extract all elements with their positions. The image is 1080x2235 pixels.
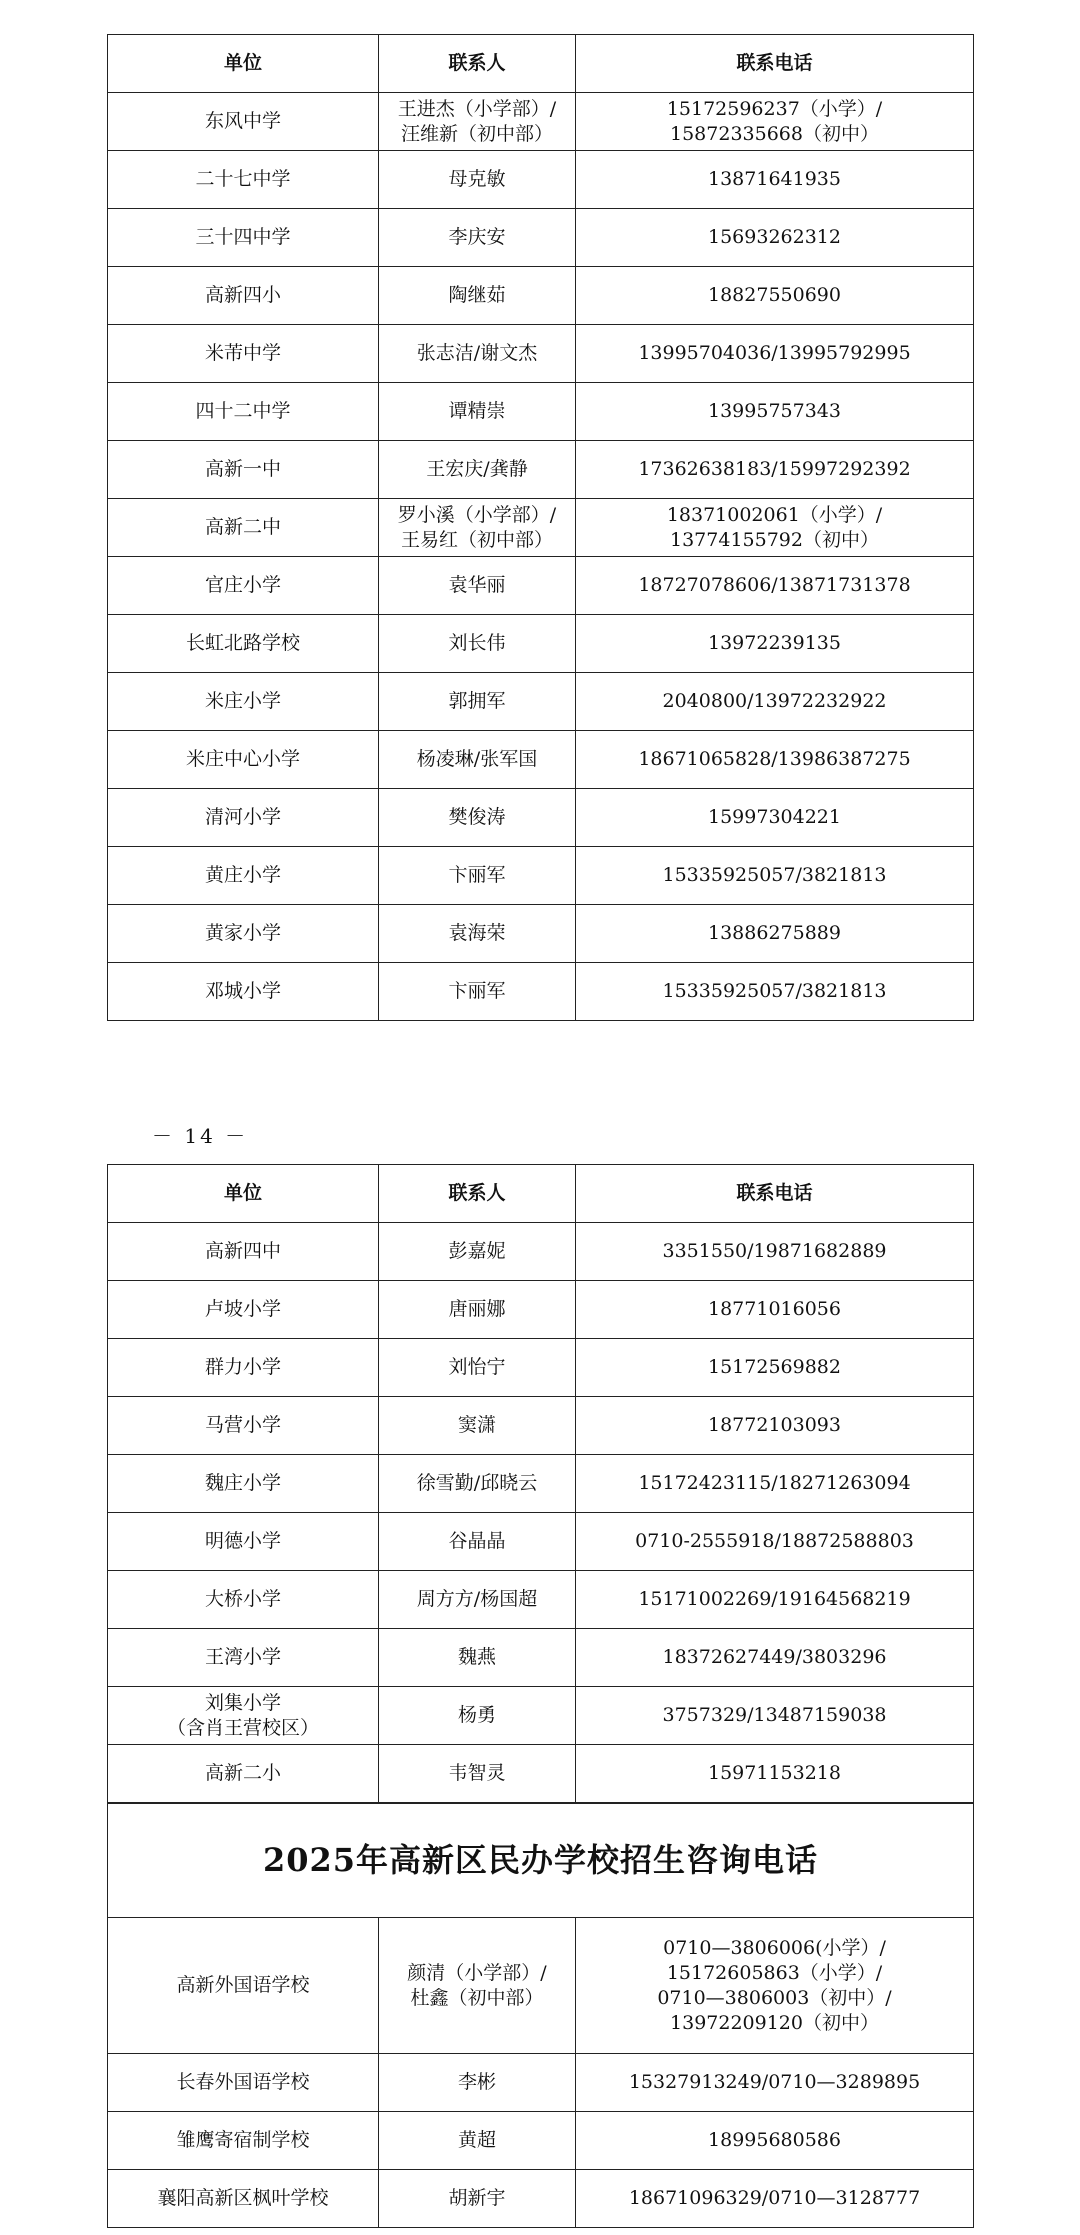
table-row (108, 209, 974, 267)
cell-unit (108, 441, 379, 499)
cell-phone (576, 1629, 974, 1687)
contact-text-line: 黄超 (457, 2129, 496, 2151)
cell-contact (379, 383, 576, 441)
phone-text-line: 15693262312 (708, 226, 841, 248)
cell-unit (108, 267, 379, 325)
cell-phone (576, 267, 974, 325)
phone-text-line: 15172423115/18271263094 (638, 1472, 911, 1494)
cell-contact (379, 499, 576, 557)
phone-text-line: 17362638183/15997292392 (638, 458, 911, 480)
contact-text-line: 窦潇 (457, 1414, 496, 1436)
contact-text-line: 杨凌琳/张军国 (416, 748, 538, 770)
table-header-row (108, 1165, 974, 1223)
cell-phone (576, 2112, 974, 2170)
cell-contact (379, 1339, 576, 1397)
cell-phone (576, 847, 974, 905)
phone-text-line: 18372627449/3803296 (662, 1646, 887, 1668)
table-row (108, 267, 974, 325)
cell-contact (379, 325, 576, 383)
cell-unit (108, 2054, 379, 2112)
phone-text-line: 15172569882 (708, 1356, 841, 1378)
contact-text-line: 母克敏 (448, 168, 506, 190)
phone-text-line: 0710—3806003（初中）/ (657, 1986, 892, 2009)
unit-text-line: 米芾中学 (204, 342, 281, 364)
phone-text-line: 15172605863（小学）/ (666, 1961, 883, 1984)
cell-contact (379, 1687, 576, 1745)
contact-table-public-1 (107, 34, 974, 1021)
phone-text-line: 15997304221 (708, 806, 841, 828)
contact-text-line: 胡新宇 (448, 2187, 506, 2209)
phone-text-line: 13995757343 (708, 400, 841, 422)
phone-text-line: 0710—3806006(小学）/ (663, 1936, 886, 1959)
cell-contact (379, 1455, 576, 1513)
cell-phone (576, 209, 974, 267)
cell-phone (576, 1397, 974, 1455)
cell-unit (108, 2112, 379, 2170)
table-row (108, 1281, 974, 1339)
unit-text-line: 东风中学 (204, 110, 281, 132)
cell-phone (576, 1571, 974, 1629)
contact-text-line: 周方方/杨国超 (416, 1588, 538, 1610)
cell-contact (379, 1745, 576, 1803)
contact-text-line: 樊俊涛 (448, 806, 506, 828)
page-number: － 14 － (152, 1124, 249, 1148)
contact-text-line: 韦智灵 (448, 1762, 506, 1784)
cell-unit (108, 93, 379, 151)
cell-phone (576, 1687, 974, 1745)
contact-text-line: 谭精崇 (448, 400, 506, 422)
phone-text-line: 13871641935 (708, 168, 841, 190)
table-row (108, 673, 974, 731)
cell-phone (576, 731, 974, 789)
contact-text-line: 杜鑫（初中部） (410, 1986, 544, 2009)
cell-contact (379, 1629, 576, 1687)
phone-text-line: 15971153218 (708, 1762, 841, 1784)
phone-text-line: 15172596237（小学）/ (666, 97, 883, 120)
cell-unit (108, 1513, 379, 1571)
unit-text-line: 二十七中学 (195, 168, 291, 190)
cell-unit (108, 209, 379, 267)
phone-text-line: 15872335668（初中） (670, 122, 879, 145)
cell-phone (576, 673, 974, 731)
phone-text-line: 3757329/13487159038 (662, 1704, 887, 1726)
cell-unit (108, 151, 379, 209)
table-row (108, 615, 974, 673)
cell-phone (576, 1918, 974, 2054)
table-row (108, 1455, 974, 1513)
cell-phone (576, 1455, 974, 1513)
unit-text-line: 三十四中学 (195, 226, 291, 248)
header-unit: 单位 (108, 1165, 379, 1223)
cell-unit (108, 1281, 379, 1339)
cell-contact (379, 1223, 576, 1281)
contact-text-line: 徐雪勤/邱晓云 (416, 1472, 538, 1494)
phone-text-line: 18827550690 (708, 284, 841, 306)
contact-text-line: 郭拥军 (448, 690, 506, 712)
cell-unit (108, 1745, 379, 1803)
unit-text-line: 长虹北路学校 (185, 632, 300, 654)
cell-unit (108, 731, 379, 789)
cell-unit (108, 499, 379, 557)
phone-text-line: 13774155792（初中） (670, 528, 879, 551)
unit-text-line: 群力小学 (204, 1356, 281, 1378)
table-row (108, 1687, 974, 1745)
unit-text-line: 官庄小学 (204, 574, 281, 596)
cell-unit (108, 1629, 379, 1687)
cell-phone (576, 441, 974, 499)
contact-text-line: 陶继茹 (448, 284, 506, 306)
unit-text-line: （含肖王营校区） (166, 1716, 319, 1739)
table-row (108, 2112, 974, 2170)
cell-phone (576, 93, 974, 151)
cell-contact (379, 1571, 576, 1629)
unit-text-line: 襄阳高新区枫叶学校 (157, 2187, 329, 2209)
unit-text-line: 邓城小学 (204, 980, 281, 1002)
contact-table-public-2 (107, 1164, 974, 1803)
table-row (108, 847, 974, 905)
unit-text-line: 高新外国语学校 (176, 1974, 310, 1996)
phone-text-line: 18671065828/13986387275 (638, 748, 911, 770)
table-row (108, 1513, 974, 1571)
table-row (108, 963, 974, 1021)
contact-text-line: 王易红（初中部） (400, 528, 553, 551)
unit-text-line: 黄家小学 (204, 922, 281, 944)
cell-unit (108, 963, 379, 1021)
unit-text-line: 高新二中 (204, 516, 281, 538)
phone-text-line: 18727078606/13871731378 (638, 574, 911, 596)
cell-contact (379, 557, 576, 615)
cell-phone (576, 383, 974, 441)
table-row (108, 2170, 974, 2228)
cell-unit (108, 673, 379, 731)
table-row (108, 905, 974, 963)
table-row (108, 325, 974, 383)
contact-text-line: 汪维新（初中部） (400, 122, 553, 145)
table-row (108, 557, 974, 615)
phone-text-line: 18995680586 (708, 2129, 841, 2151)
cell-contact (379, 209, 576, 267)
cell-contact (379, 2054, 576, 2112)
header-phone: 联系电话 (576, 35, 974, 93)
table-row (108, 2054, 974, 2112)
phone-text-line: 18772103093 (708, 1414, 841, 1436)
header-contact: 联系人 (379, 1165, 576, 1223)
header-phone: 联系电话 (576, 1165, 974, 1223)
private-schools-title: 2025年高新区民办学校招生咨询电话 (108, 1804, 974, 1918)
cell-contact (379, 789, 576, 847)
table-row (108, 441, 974, 499)
cell-phone (576, 557, 974, 615)
table-row (108, 1223, 974, 1281)
contact-text-line: 袁海荣 (448, 922, 506, 944)
cell-unit (108, 1223, 379, 1281)
phone-text-line: 13995704036/13995792995 (638, 342, 911, 364)
private-schools-title-row (108, 1804, 974, 1918)
phone-text-line: 0710-2555918/18872588803 (635, 1530, 914, 1552)
unit-text-line: 米庄小学 (204, 690, 281, 712)
contact-text-line: 彭嘉妮 (448, 1240, 506, 1262)
phone-text-line: 15171002269/19164568219 (638, 1588, 911, 1610)
cell-contact (379, 93, 576, 151)
phone-text-line: 18771016056 (708, 1298, 841, 1320)
unit-text-line: 四十二中学 (195, 400, 291, 422)
cell-contact (379, 151, 576, 209)
contact-text-line: 卞丽军 (448, 864, 506, 886)
cell-phone (576, 2170, 974, 2228)
cell-unit (108, 615, 379, 673)
contact-text-line: 李庆安 (448, 226, 506, 248)
phone-text-line: 18671096329/0710—3128777 (628, 2187, 921, 2209)
cell-phone (576, 1513, 974, 1571)
unit-text-line: 米庄中心小学 (185, 748, 300, 770)
cell-unit (108, 1455, 379, 1513)
table-row (108, 731, 974, 789)
cell-contact (379, 847, 576, 905)
cell-unit (108, 325, 379, 383)
table-row (108, 93, 974, 151)
cell-phone (576, 963, 974, 1021)
unit-text-line: 大桥小学 (204, 1588, 281, 1610)
cell-contact (379, 267, 576, 325)
contact-text-line: 颜清（小学部）/ (407, 1961, 547, 1984)
cell-phone (576, 2054, 974, 2112)
table-row (108, 383, 974, 441)
contact-text-line: 魏燕 (457, 1646, 496, 1668)
cell-unit (108, 789, 379, 847)
cell-unit (108, 1918, 379, 2054)
unit-text-line: 刘集小学 (204, 1691, 281, 1714)
table-header-row (108, 35, 974, 93)
cell-phone (576, 905, 974, 963)
cell-phone (576, 325, 974, 383)
phone-text-line: 13972209120（初中） (670, 2011, 879, 2034)
cell-contact (379, 615, 576, 673)
unit-text-line: 黄庄小学 (204, 864, 281, 886)
cell-unit (108, 1687, 379, 1745)
contact-text-line: 谷晶晶 (448, 1530, 506, 1552)
cell-phone (576, 1223, 974, 1281)
cell-contact (379, 1397, 576, 1455)
table-row (108, 499, 974, 557)
unit-text-line: 高新四中 (204, 1240, 281, 1262)
contact-text-line: 罗小溪（小学部）/ (397, 503, 557, 526)
header-unit: 单位 (108, 35, 379, 93)
contact-text-line: 李彬 (457, 2071, 496, 2093)
cell-phone (576, 1745, 974, 1803)
cell-contact (379, 1281, 576, 1339)
cell-phone (576, 1339, 974, 1397)
cell-contact (379, 1918, 576, 2054)
cell-phone (576, 151, 974, 209)
phone-text-line: 2040800/13972232922 (662, 690, 887, 712)
cell-phone (576, 789, 974, 847)
contact-text-line: 杨勇 (457, 1704, 496, 1726)
contact-text-line: 张志洁/谢文杰 (416, 342, 538, 364)
cell-contact (379, 1513, 576, 1571)
phone-text-line: 15327913249/0710—3289895 (628, 2071, 921, 2093)
contact-text-line: 刘长伟 (448, 632, 506, 654)
cell-contact (379, 731, 576, 789)
cell-contact (379, 905, 576, 963)
phone-text-line: 3351550/19871682889 (662, 1240, 887, 1262)
unit-text-line: 高新二小 (204, 1762, 281, 1784)
table-row (108, 151, 974, 209)
phone-text-line: 13972239135 (708, 632, 841, 654)
unit-text-line: 明德小学 (204, 1530, 281, 1552)
table-row (108, 789, 974, 847)
cell-contact (379, 963, 576, 1021)
unit-text-line: 卢坡小学 (204, 1298, 281, 1320)
cell-phone (576, 499, 974, 557)
unit-text-line: 王湾小学 (204, 1646, 281, 1668)
cell-phone (576, 615, 974, 673)
contact-text-line: 刘怡宁 (448, 1356, 506, 1378)
table-row (108, 1745, 974, 1803)
table-row (108, 1571, 974, 1629)
table-row (108, 1397, 974, 1455)
unit-text-line: 高新一中 (204, 458, 281, 480)
contact-text-line: 王宏庆/龚静 (426, 458, 528, 480)
unit-text-line: 清河小学 (204, 806, 281, 828)
cell-unit (108, 383, 379, 441)
cell-contact (379, 2112, 576, 2170)
phone-text-line: 18371002061（小学）/ (666, 503, 883, 526)
cell-unit (108, 1339, 379, 1397)
cell-unit (108, 557, 379, 615)
contact-table-private (107, 1803, 974, 2228)
cell-contact (379, 2170, 576, 2228)
table-row (108, 1339, 974, 1397)
cell-contact (379, 441, 576, 499)
cell-phone (576, 1281, 974, 1339)
unit-text-line: 高新四小 (204, 284, 281, 306)
cell-unit (108, 2170, 379, 2228)
contact-text-line: 卞丽军 (448, 980, 506, 1002)
unit-text-line: 长春外国语学校 (176, 2071, 310, 2093)
phone-text-line: 13886275889 (708, 922, 841, 944)
unit-text-line: 马营小学 (204, 1414, 281, 1436)
cell-unit (108, 1571, 379, 1629)
cell-unit (108, 847, 379, 905)
unit-text-line: 魏庄小学 (204, 1472, 281, 1494)
cell-unit (108, 905, 379, 963)
contact-text-line: 袁华丽 (448, 574, 506, 596)
phone-text-line: 15335925057/3821813 (662, 980, 887, 1002)
contact-text-line: 唐丽娜 (448, 1298, 506, 1320)
contact-text-line: 王进杰（小学部）/ (397, 97, 557, 120)
cell-unit (108, 1397, 379, 1455)
table-row (108, 1629, 974, 1687)
cell-contact (379, 673, 576, 731)
unit-text-line: 雏鹰寄宿制学校 (176, 2129, 310, 2151)
header-contact: 联系人 (379, 35, 576, 93)
table-row (108, 1918, 974, 2054)
phone-text-line: 15335925057/3821813 (662, 864, 887, 886)
